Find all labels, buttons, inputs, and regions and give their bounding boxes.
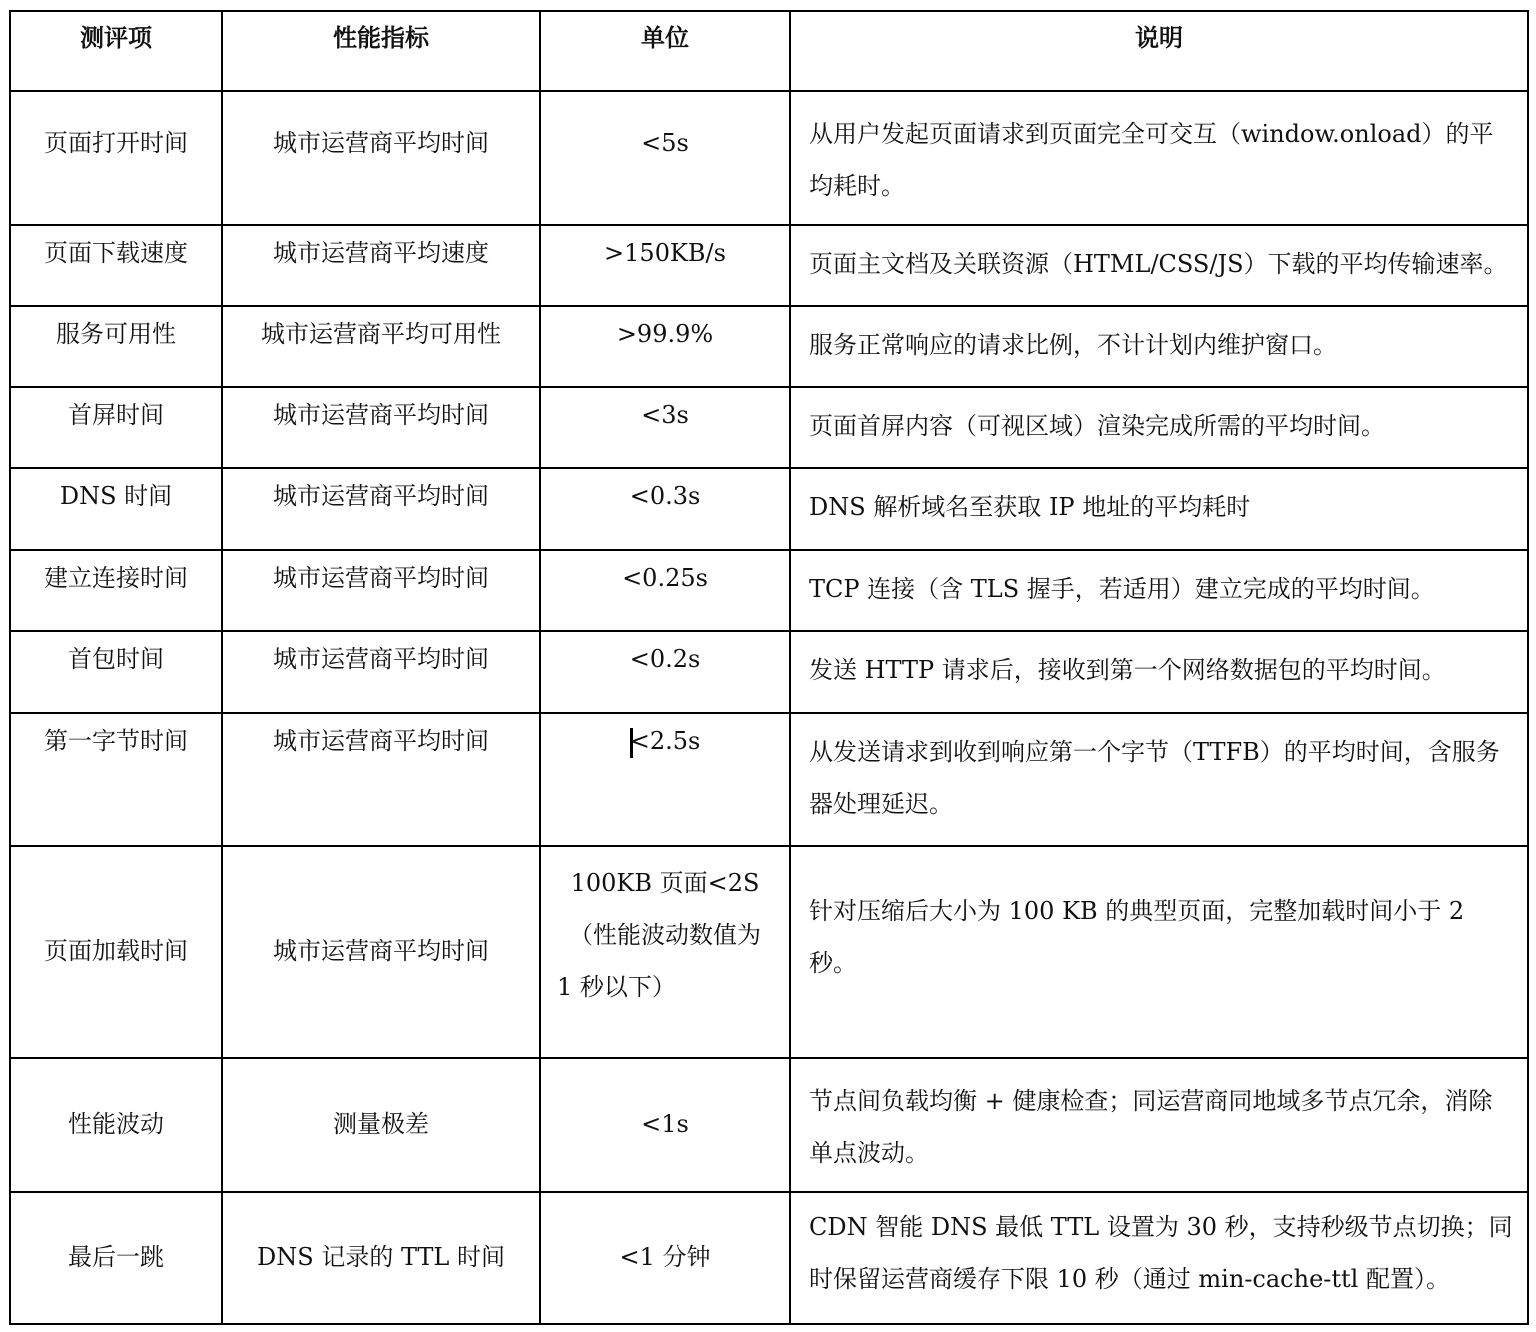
- cell-unit: <0.3s: [540, 468, 790, 550]
- cell-metric: 城市运营商平均时间: [222, 631, 540, 713]
- table-row: [10, 713, 1528, 846]
- cell-description: CDN 智能 DNS 最低 TTL 设置为 30 秒，支持秒级节点切换；同时保留运营商缓存下限 10 秒（通过 min-cache-ttl 配置）。: [790, 1192, 1528, 1324]
- cell-description: 节点间负载均衡 + 健康检查；同运营商同地域多节点冗余，消除单点波动。: [790, 1058, 1528, 1192]
- table-row: [10, 91, 1528, 225]
- cell-description: 针对压缩后大小为 100 KB 的典型页面，完整加载时间小于 2 秒。: [790, 846, 1528, 1058]
- cell-description: 发送 HTTP 请求后，接收到第一个网络数据包的平均时间。: [790, 631, 1528, 713]
- cell-metric: 城市运营商平均时间: [222, 91, 540, 225]
- header-row: [10, 11, 1528, 91]
- cell-unit-text: <2.5s: [629, 727, 701, 755]
- cell-metric: 城市运营商平均速度: [222, 225, 540, 306]
- table-row: [10, 1192, 1528, 1324]
- cell-item: 性能波动: [10, 1058, 222, 1192]
- cell-metric: DNS 记录的 TTL 时间: [222, 1192, 540, 1324]
- cell-unit: <1 分钟: [540, 1192, 790, 1324]
- cell-unit: [540, 713, 790, 846]
- table-row: [10, 387, 1528, 468]
- cell-item: 服务可用性: [10, 306, 222, 387]
- cell-metric: 城市运营商平均时间: [222, 387, 540, 468]
- table-row: [10, 306, 1528, 387]
- cell-item: 首包时间: [10, 631, 222, 713]
- cell-description: DNS 解析域名至获取 IP 地址的平均耗时: [790, 468, 1528, 550]
- cell-description: 从发送请求到收到响应第一个字节（TTFB）的平均时间，含服务器处理延迟。: [790, 713, 1528, 846]
- cell-metric: 城市运营商平均时间: [222, 846, 540, 1058]
- cell-description: 从用户发起页面请求到页面完全可交互（window.onload）的平均耗时。: [790, 91, 1528, 225]
- cell-item: 页面下载速度: [10, 225, 222, 306]
- cell-metric: 城市运营商平均可用性: [222, 306, 540, 387]
- table-row: [10, 550, 1528, 631]
- cell-unit-line: 1 秒以下）: [557, 973, 676, 1001]
- cell-item: 第一字节时间: [10, 713, 222, 846]
- table-row: [10, 468, 1528, 550]
- table-row: [10, 1058, 1528, 1192]
- cell-item: 页面加载时间: [10, 846, 222, 1058]
- table-row: [10, 846, 1528, 1058]
- cell-description: 页面主文档及关联资源（HTML/CSS/JS）下载的平均传输速率。: [790, 225, 1528, 306]
- cell-item: 建立连接时间: [10, 550, 222, 631]
- cell-metric: 城市运营商平均时间: [222, 550, 540, 631]
- header-description: 说明: [790, 11, 1528, 91]
- cell-unit: <3s: [540, 387, 790, 468]
- cell-unit: [540, 846, 790, 1058]
- cell-unit: <1s: [540, 1058, 790, 1192]
- cell-unit: <0.2s: [540, 631, 790, 713]
- cell-description: 页面首屏内容（可视区域）渲染完成所需的平均时间。: [790, 387, 1528, 468]
- cell-unit-line: （性能波动数值为: [569, 921, 761, 949]
- cell-metric: 城市运营商平均时间: [222, 468, 540, 550]
- header-metric: 性能指标: [222, 11, 540, 91]
- cell-item: 页面打开时间: [10, 91, 222, 225]
- performance-table: [9, 10, 1529, 1325]
- header-item: 测评项: [10, 11, 222, 91]
- cell-item: 最后一跳: [10, 1192, 222, 1324]
- header-unit: 单位: [540, 11, 790, 91]
- cell-item: 首屏时间: [10, 387, 222, 468]
- cell-unit: <5s: [540, 91, 790, 225]
- cell-metric: 测量极差: [222, 1058, 540, 1192]
- table-row: [10, 225, 1528, 306]
- cell-metric: 城市运营商平均时间: [222, 713, 540, 846]
- cell-unit: <0.25s: [540, 550, 790, 631]
- cell-item: DNS 时间: [10, 468, 222, 550]
- cell-description: 服务正常响应的请求比例，不计计划内维护窗口。: [790, 306, 1528, 387]
- cell-description: TCP 连接（含 TLS 握手，若适用）建立完成的平均时间。: [790, 550, 1528, 631]
- cell-unit: >150KB/s: [540, 225, 790, 306]
- table-row: [10, 631, 1528, 713]
- cell-unit: >99.9%: [540, 306, 790, 387]
- cell-unit-line: 100KB 页面<2S: [570, 869, 760, 897]
